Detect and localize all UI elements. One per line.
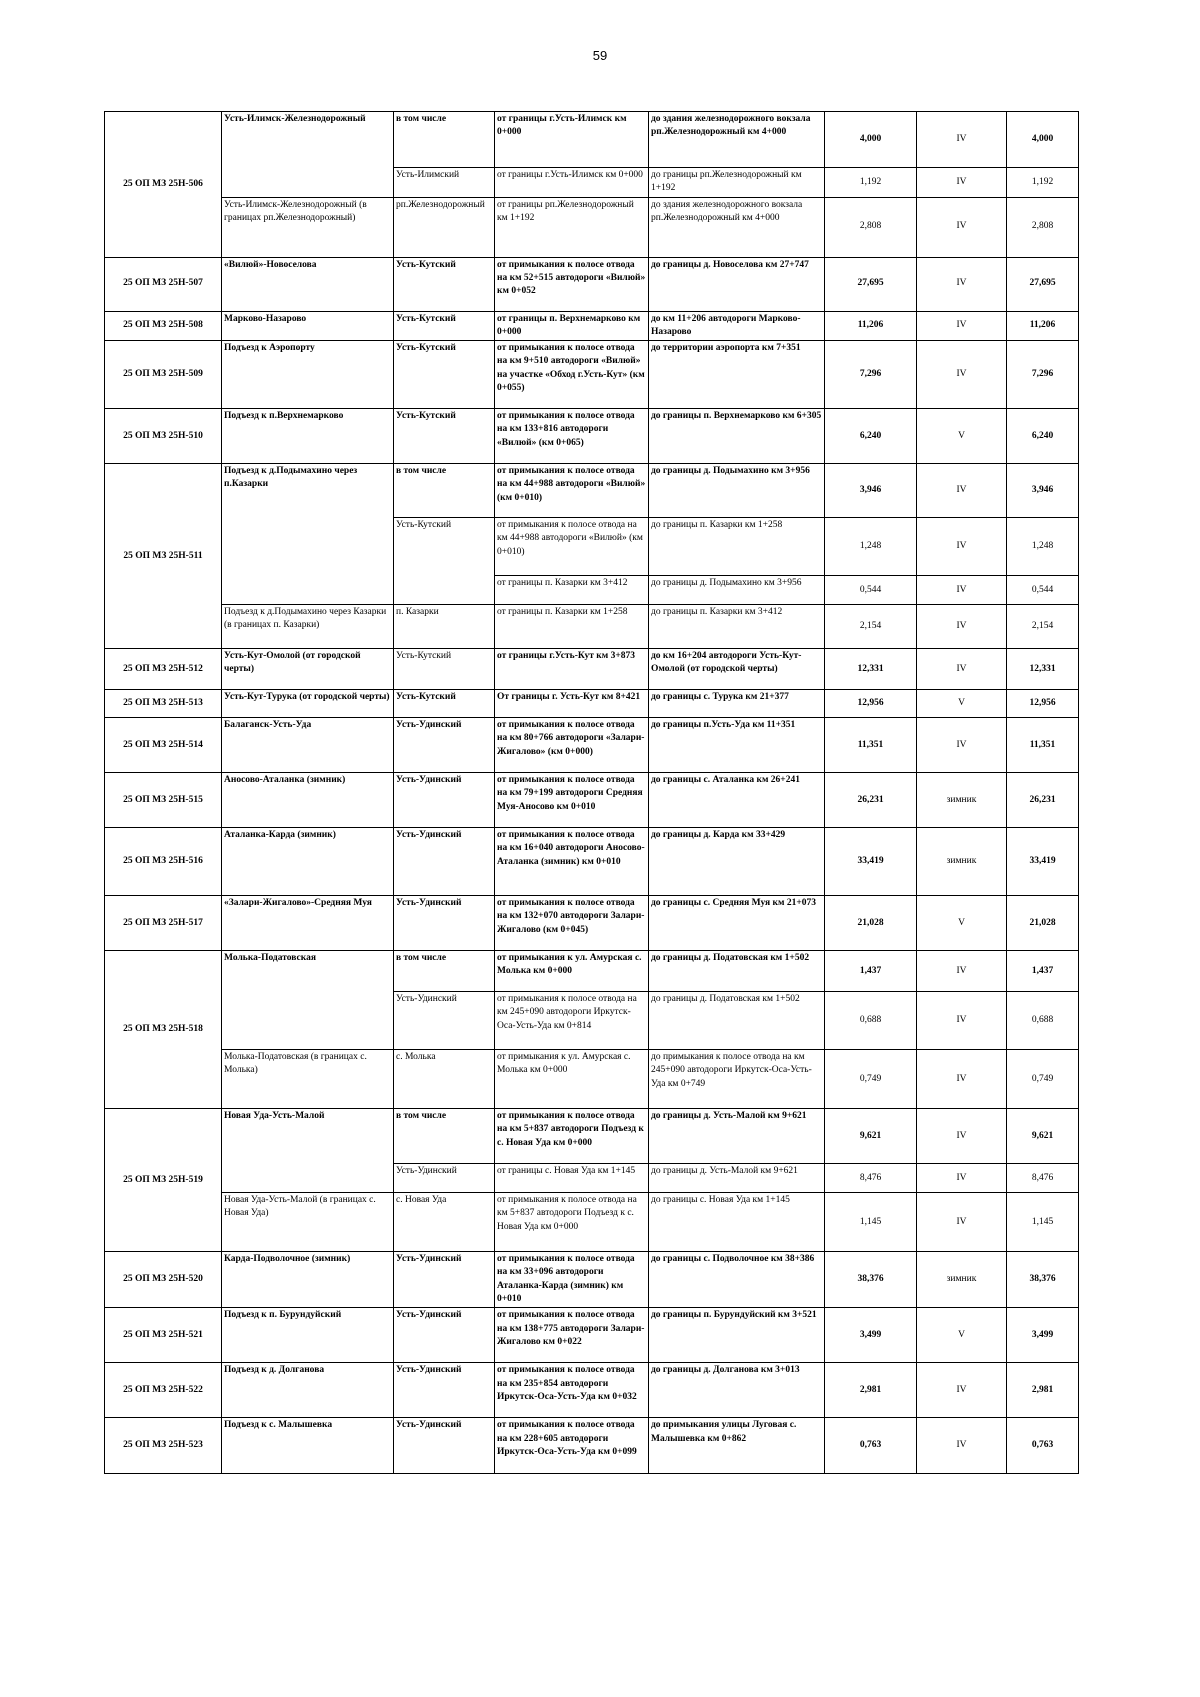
category-value: IV bbox=[917, 1050, 1007, 1109]
start-point: от примыкания к ул. Амурская с. Молька км 0+000 bbox=[495, 951, 649, 992]
start-point: от границы п. Казарки км 3+412 bbox=[495, 576, 649, 605]
end-point: до км 16+204 автодороги Усть-Кут-Омолой (от городской черты) bbox=[649, 649, 825, 690]
total-value: 9,621 bbox=[1007, 1109, 1079, 1164]
category-value: V bbox=[917, 409, 1007, 464]
length-value: 12,331 bbox=[825, 649, 917, 690]
road-code: 25 ОП МЗ 25Н-515 bbox=[105, 773, 222, 828]
start-point: от границы с. Новая Уда км 1+145 bbox=[495, 1164, 649, 1193]
total-value: 7,296 bbox=[1007, 341, 1079, 409]
end-point: до границы п. Казарки км 1+258 bbox=[649, 518, 825, 576]
district: Усть-Удинский bbox=[394, 1308, 495, 1363]
length-value: 1,192 bbox=[825, 168, 917, 198]
category-value: зимник bbox=[917, 773, 1007, 828]
road-code: 25 ОП МЗ 25Н-513 bbox=[105, 690, 222, 718]
road-name: Аталанка-Карда (зимник) bbox=[222, 828, 394, 896]
road-name: Подъезд к Аэропорту bbox=[222, 341, 394, 409]
length-value: 1,437 bbox=[825, 951, 917, 992]
end-point: до границы д. Податовская км 1+502 bbox=[649, 992, 825, 1050]
district: в том числе bbox=[394, 464, 495, 518]
road-name: Молька-Податовская (в границах с. Молька) bbox=[222, 1050, 394, 1109]
total-value: 1,437 bbox=[1007, 951, 1079, 992]
district: п. Казарки bbox=[394, 605, 495, 649]
total-value: 8,476 bbox=[1007, 1164, 1079, 1193]
road-code: 25 ОП МЗ 25Н-523 bbox=[105, 1418, 222, 1474]
end-point: до примыкания к полосе отвода на км 245+090 автодороги Иркутск-Оса-Усть-Уда км 0+749 bbox=[649, 1050, 825, 1109]
road-name: Балаганск-Усть-Уда bbox=[222, 718, 394, 773]
table-row bbox=[105, 409, 1079, 464]
length-value: 6,240 bbox=[825, 409, 917, 464]
road-name: «Вилюй»-Новоселова bbox=[222, 257, 394, 311]
district: рп.Железнодорожный bbox=[394, 197, 495, 257]
category-value: IV bbox=[917, 1363, 1007, 1418]
category-value: IV bbox=[917, 718, 1007, 773]
table-row bbox=[105, 197, 1079, 257]
district: в том числе bbox=[394, 112, 495, 168]
total-value: 1,145 bbox=[1007, 1193, 1079, 1252]
category-value: V bbox=[917, 1308, 1007, 1363]
road-name: Подъезд к п. Бурундуйский bbox=[222, 1308, 394, 1363]
road-name: «Залари-Жигалово»-Средняя Муя bbox=[222, 896, 394, 951]
road-code: 25 ОП МЗ 25Н-518 bbox=[105, 951, 222, 1109]
length-value: 7,296 bbox=[825, 341, 917, 409]
length-value: 0,749 bbox=[825, 1050, 917, 1109]
start-point: от примыкания к полосе отвода на км 245+090 автодороги Иркутск-Оса-Усть-Уда км 0+814 bbox=[495, 992, 649, 1050]
start-point: от примыкания к полосе отвода на км 228+605 автодороги Иркутск-Оса-Усть-Уда км 0+099 bbox=[495, 1418, 649, 1474]
length-value: 11,206 bbox=[825, 311, 917, 341]
district: Усть-Удинский bbox=[394, 992, 495, 1050]
total-value: 2,808 bbox=[1007, 197, 1079, 257]
total-value: 12,331 bbox=[1007, 649, 1079, 690]
length-value: 27,695 bbox=[825, 257, 917, 311]
start-point: от примыкания к полосе отвода на км 235+854 автодороги Иркутск-Оса-Усть-Уда км 0+032 bbox=[495, 1363, 649, 1418]
road-name: Усть-Илимск-Железнодорожный bbox=[222, 112, 394, 198]
end-point: до границы с. Аталанка км 26+241 bbox=[649, 773, 825, 828]
road-name: Новая Уда-Усть-Малой (в границах с. Новая Уда) bbox=[222, 1193, 394, 1252]
road-code: 25 ОП МЗ 25Н-508 bbox=[105, 311, 222, 341]
length-value: 38,376 bbox=[825, 1252, 917, 1308]
category-value: зимник bbox=[917, 828, 1007, 896]
district: Усть-Удинский bbox=[394, 773, 495, 828]
start-point: от примыкания к полосе отвода на км 5+837 автодороги Подъезд к с. Новая Уда км 0+000 bbox=[495, 1193, 649, 1252]
start-point: От границы г. Усть-Кут км 8+421 bbox=[495, 690, 649, 718]
start-point: от примыкания к полосе отвода на км 138+775 автодороги Залари-Жигалово км 0+022 bbox=[495, 1308, 649, 1363]
road-name: Усть-Илимск-Железнодорожный (в границах рп.Железнодорожный) bbox=[222, 197, 394, 257]
table-row bbox=[105, 896, 1079, 951]
table-row bbox=[105, 773, 1079, 828]
road-name: Подъезд к д.Подымахино через Казарки (в границах п. Казарки) bbox=[222, 605, 394, 649]
total-value: 6,240 bbox=[1007, 409, 1079, 464]
length-value: 9,621 bbox=[825, 1109, 917, 1164]
total-value: 4,000 bbox=[1007, 112, 1079, 168]
category-value: V bbox=[917, 690, 1007, 718]
end-point: до границы д. Карда км 33+429 bbox=[649, 828, 825, 896]
length-value: 12,956 bbox=[825, 690, 917, 718]
table-row bbox=[105, 1050, 1079, 1109]
total-value: 1,248 bbox=[1007, 518, 1079, 576]
length-value: 1,145 bbox=[825, 1193, 917, 1252]
length-value: 0,763 bbox=[825, 1418, 917, 1474]
road-code: 25 ОП МЗ 25Н-516 bbox=[105, 828, 222, 896]
length-value: 3,499 bbox=[825, 1308, 917, 1363]
road-name: Усть-Кут-Омолой (от городской черты) bbox=[222, 649, 394, 690]
category-value: IV bbox=[917, 464, 1007, 518]
district: Усть-Кутский bbox=[394, 409, 495, 464]
category-value: IV bbox=[917, 992, 1007, 1050]
road-code: 25 ОП МЗ 25Н-511 bbox=[105, 464, 222, 649]
total-value: 2,154 bbox=[1007, 605, 1079, 649]
start-point: от границы п. Казарки км 1+258 bbox=[495, 605, 649, 649]
table-row bbox=[105, 1109, 1079, 1164]
start-point: от границы г.Усть-Илимск км 0+000 bbox=[495, 168, 649, 198]
category-value: IV bbox=[917, 951, 1007, 992]
district: Усть-Илимский bbox=[394, 168, 495, 198]
category-value: IV bbox=[917, 1193, 1007, 1252]
table-row bbox=[105, 951, 1079, 992]
road-name: Усть-Кут-Турука (от городской черты) bbox=[222, 690, 394, 718]
end-point: до границы с. Подволочное км 38+386 bbox=[649, 1252, 825, 1308]
end-point: до границы д. Податовская км 1+502 bbox=[649, 951, 825, 992]
road-name: Молька-Податовская bbox=[222, 951, 394, 1050]
start-point: от примыкания к полосе отвода на км 80+766 автодороги «Залари-Жигалово» (км 0+000) bbox=[495, 718, 649, 773]
table-row bbox=[105, 828, 1079, 896]
length-value: 26,231 bbox=[825, 773, 917, 828]
table-row bbox=[105, 605, 1079, 649]
road-name: Новая Уда-Усть-Малой bbox=[222, 1109, 394, 1193]
length-value: 0,688 bbox=[825, 992, 917, 1050]
roads-table bbox=[104, 111, 1079, 1474]
start-point: от границы г.Усть-Кут км 3+873 bbox=[495, 649, 649, 690]
end-point: до км 11+206 автодороги Марково-Назарово bbox=[649, 311, 825, 341]
end-point: до границы д. Подымахино км 3+956 bbox=[649, 576, 825, 605]
end-point: до границы д. Усть-Малой км 9+621 bbox=[649, 1164, 825, 1193]
end-point: до границы рп.Железнодорожный км 1+192 bbox=[649, 168, 825, 198]
road-code: 25 ОП МЗ 25Н-510 bbox=[105, 409, 222, 464]
district: в том числе bbox=[394, 1109, 495, 1164]
category-value: IV bbox=[917, 311, 1007, 341]
end-point: до примыкания улицы Луговая с. Малышевка км 0+862 bbox=[649, 1418, 825, 1474]
end-point: до границы п. Казарки км 3+412 bbox=[649, 605, 825, 649]
table-row bbox=[105, 1418, 1079, 1474]
table-row bbox=[105, 311, 1079, 341]
end-point: до границы д. Подымахино км 3+956 bbox=[649, 464, 825, 518]
district: с. Молька bbox=[394, 1050, 495, 1109]
start-point: от примыкания к полосе отвода на км 133+816 автодороги «Вилюй» (км 0+065) bbox=[495, 409, 649, 464]
table-row bbox=[105, 341, 1079, 409]
total-value: 0,749 bbox=[1007, 1050, 1079, 1109]
category-value: IV bbox=[917, 1164, 1007, 1193]
table-row bbox=[105, 690, 1079, 718]
length-value: 8,476 bbox=[825, 1164, 917, 1193]
road-code: 25 ОП МЗ 25Н-519 bbox=[105, 1109, 222, 1252]
end-point: до границы п. Бурундуйский км 3+521 bbox=[649, 1308, 825, 1363]
start-point: от примыкания к полосе отвода на км 52+515 автодороги «Вилюй» км 0+052 bbox=[495, 257, 649, 311]
start-point: от примыкания к полосе отвода на км 33+096 автодороги Аталанка-Карда (зимник) км 0+010 bbox=[495, 1252, 649, 1308]
district: Усть-Удинский bbox=[394, 1363, 495, 1418]
length-value: 2,808 bbox=[825, 197, 917, 257]
road-name: Подъезд к с. Малышевка bbox=[222, 1418, 394, 1474]
district: Усть-Удинский bbox=[394, 1164, 495, 1193]
end-point: до границы д. Новоселова км 27+747 bbox=[649, 257, 825, 311]
category-value: IV bbox=[917, 197, 1007, 257]
start-point: от примыкания к полосе отвода на км 79+199 автодороги Средняя Муя-Аносово км 0+010 bbox=[495, 773, 649, 828]
length-value: 21,028 bbox=[825, 896, 917, 951]
length-value: 0,544 bbox=[825, 576, 917, 605]
length-value: 11,351 bbox=[825, 718, 917, 773]
total-value: 11,206 bbox=[1007, 311, 1079, 341]
district: Усть-Кутский bbox=[394, 311, 495, 341]
district: Усть-Удинский bbox=[394, 828, 495, 896]
start-point: от примыкания к полосе отвода на км 44+988 автодороги «Вилюй» (км 0+010) bbox=[495, 518, 649, 576]
total-value: 0,763 bbox=[1007, 1418, 1079, 1474]
total-value: 38,376 bbox=[1007, 1252, 1079, 1308]
total-value: 0,544 bbox=[1007, 576, 1079, 605]
road-code: 25 ОП МЗ 25Н-521 bbox=[105, 1308, 222, 1363]
road-code: 25 ОП МЗ 25Н-512 bbox=[105, 649, 222, 690]
road-code: 25 ОП МЗ 25Н-514 bbox=[105, 718, 222, 773]
length-value: 1,248 bbox=[825, 518, 917, 576]
road-code: 25 ОП МЗ 25Н-509 bbox=[105, 341, 222, 409]
table-row bbox=[105, 1363, 1079, 1418]
district: в том числе bbox=[394, 951, 495, 992]
category-value: IV bbox=[917, 518, 1007, 576]
start-point: от границы г.Усть-Илимск км 0+000 bbox=[495, 112, 649, 168]
length-value: 33,419 bbox=[825, 828, 917, 896]
total-value: 3,499 bbox=[1007, 1308, 1079, 1363]
district: Усть-Кутский bbox=[394, 649, 495, 690]
total-value: 0,688 bbox=[1007, 992, 1079, 1050]
category-value: IV bbox=[917, 605, 1007, 649]
table-row bbox=[105, 1252, 1079, 1308]
total-value: 12,956 bbox=[1007, 690, 1079, 718]
start-point: от примыкания к ул. Амурская с. Молька км 0+000 bbox=[495, 1050, 649, 1109]
district: Усть-Кутский bbox=[394, 518, 495, 605]
category-value: IV bbox=[917, 341, 1007, 409]
total-value: 27,695 bbox=[1007, 257, 1079, 311]
end-point: до границы д. Долганова км 3+013 bbox=[649, 1363, 825, 1418]
length-value: 2,154 bbox=[825, 605, 917, 649]
road-code: 25 ОП МЗ 25Н-520 bbox=[105, 1252, 222, 1308]
category-value: V bbox=[917, 896, 1007, 951]
start-point: от примыкания к полосе отвода на км 5+837 автодороги Подъезд к с. Новая Уда км 0+000 bbox=[495, 1109, 649, 1164]
road-code: 25 ОП МЗ 25Н-506 bbox=[105, 112, 222, 258]
total-value: 1,192 bbox=[1007, 168, 1079, 198]
category-value: IV bbox=[917, 576, 1007, 605]
district: Усть-Кутский bbox=[394, 257, 495, 311]
length-value: 3,946 bbox=[825, 464, 917, 518]
start-point: от примыкания к полосе отвода на км 16+040 автодороги Аносово-Аталанка (зимник) км 0+010 bbox=[495, 828, 649, 896]
end-point: до границы с. Средняя Муя км 21+073 bbox=[649, 896, 825, 951]
start-point: от примыкания к полосе отвода на км 132+070 автодороги Залари-Жигалово (км 0+045) bbox=[495, 896, 649, 951]
start-point: от примыкания к полосе отвода на км 9+510 автодороги «Вилюй» на участке «Обход г.Усть-Кут» (км 0+055) bbox=[495, 341, 649, 409]
road-code: 25 ОП МЗ 25Н-517 bbox=[105, 896, 222, 951]
table-row bbox=[105, 718, 1079, 773]
total-value: 3,946 bbox=[1007, 464, 1079, 518]
table-row bbox=[105, 1308, 1079, 1363]
district: Усть-Кутский bbox=[394, 341, 495, 409]
total-value: 2,981 bbox=[1007, 1363, 1079, 1418]
length-value: 4,000 bbox=[825, 112, 917, 168]
start-point: от границы п. Верхнемарково км 0+000 bbox=[495, 311, 649, 341]
page-number: 59 bbox=[592, 48, 608, 63]
category-value: IV bbox=[917, 168, 1007, 198]
district: Усть-Удинский bbox=[394, 1252, 495, 1308]
end-point: до границы п. Верхнемарково км 6+305 bbox=[649, 409, 825, 464]
district: Усть-Кутский bbox=[394, 690, 495, 718]
total-value: 21,028 bbox=[1007, 896, 1079, 951]
table-row bbox=[105, 464, 1079, 518]
road-name: Подъезд к д. Долганова bbox=[222, 1363, 394, 1418]
end-point: до границы п.Усть-Уда км 11+351 bbox=[649, 718, 825, 773]
total-value: 33,419 bbox=[1007, 828, 1079, 896]
district: Усть-Удинский bbox=[394, 896, 495, 951]
end-point: до границы д. Усть-Малой км 9+621 bbox=[649, 1109, 825, 1164]
district: Усть-Удинский bbox=[394, 718, 495, 773]
district: Усть-Удинский bbox=[394, 1418, 495, 1474]
total-value: 11,351 bbox=[1007, 718, 1079, 773]
road-name: Марково-Назарово bbox=[222, 311, 394, 341]
table-row bbox=[105, 112, 1079, 168]
category-value: IV bbox=[917, 257, 1007, 311]
road-code: 25 ОП МЗ 25Н-522 bbox=[105, 1363, 222, 1418]
road-name: Карда-Подволочное (зимник) bbox=[222, 1252, 394, 1308]
district: с. Новая Уда bbox=[394, 1193, 495, 1252]
category-value: IV bbox=[917, 112, 1007, 168]
road-code: 25 ОП МЗ 25Н-507 bbox=[105, 257, 222, 311]
category-value: IV bbox=[917, 1418, 1007, 1474]
road-name: Подъезд к п.Верхнемарково bbox=[222, 409, 394, 464]
road-name: Подъезд к д.Подымахино через п.Казарки bbox=[222, 464, 394, 605]
table-row bbox=[105, 257, 1079, 311]
table-row bbox=[105, 649, 1079, 690]
table-row bbox=[105, 1193, 1079, 1252]
category-value: зимник bbox=[917, 1252, 1007, 1308]
start-point: от границы рп.Железнодорожный км 1+192 bbox=[495, 197, 649, 257]
start-point: от примыкания к полосе отвода на км 44+988 автодороги «Вилюй» (км 0+010) bbox=[495, 464, 649, 518]
total-value: 26,231 bbox=[1007, 773, 1079, 828]
length-value: 2,981 bbox=[825, 1363, 917, 1418]
end-point: до здания железнодорожного вокзала рп.Железнодорожный км 4+000 bbox=[649, 197, 825, 257]
road-name: Аносово-Аталанка (зимник) bbox=[222, 773, 394, 828]
end-point: до здания железнодорожного вокзала рп.Железнодорожный км 4+000 bbox=[649, 112, 825, 168]
category-value: IV bbox=[917, 1109, 1007, 1164]
end-point: до территории аэропорта км 7+351 bbox=[649, 341, 825, 409]
category-value: IV bbox=[917, 649, 1007, 690]
end-point: до границы с. Турука км 21+377 bbox=[649, 690, 825, 718]
end-point: до границы с. Новая Уда км 1+145 bbox=[649, 1193, 825, 1252]
